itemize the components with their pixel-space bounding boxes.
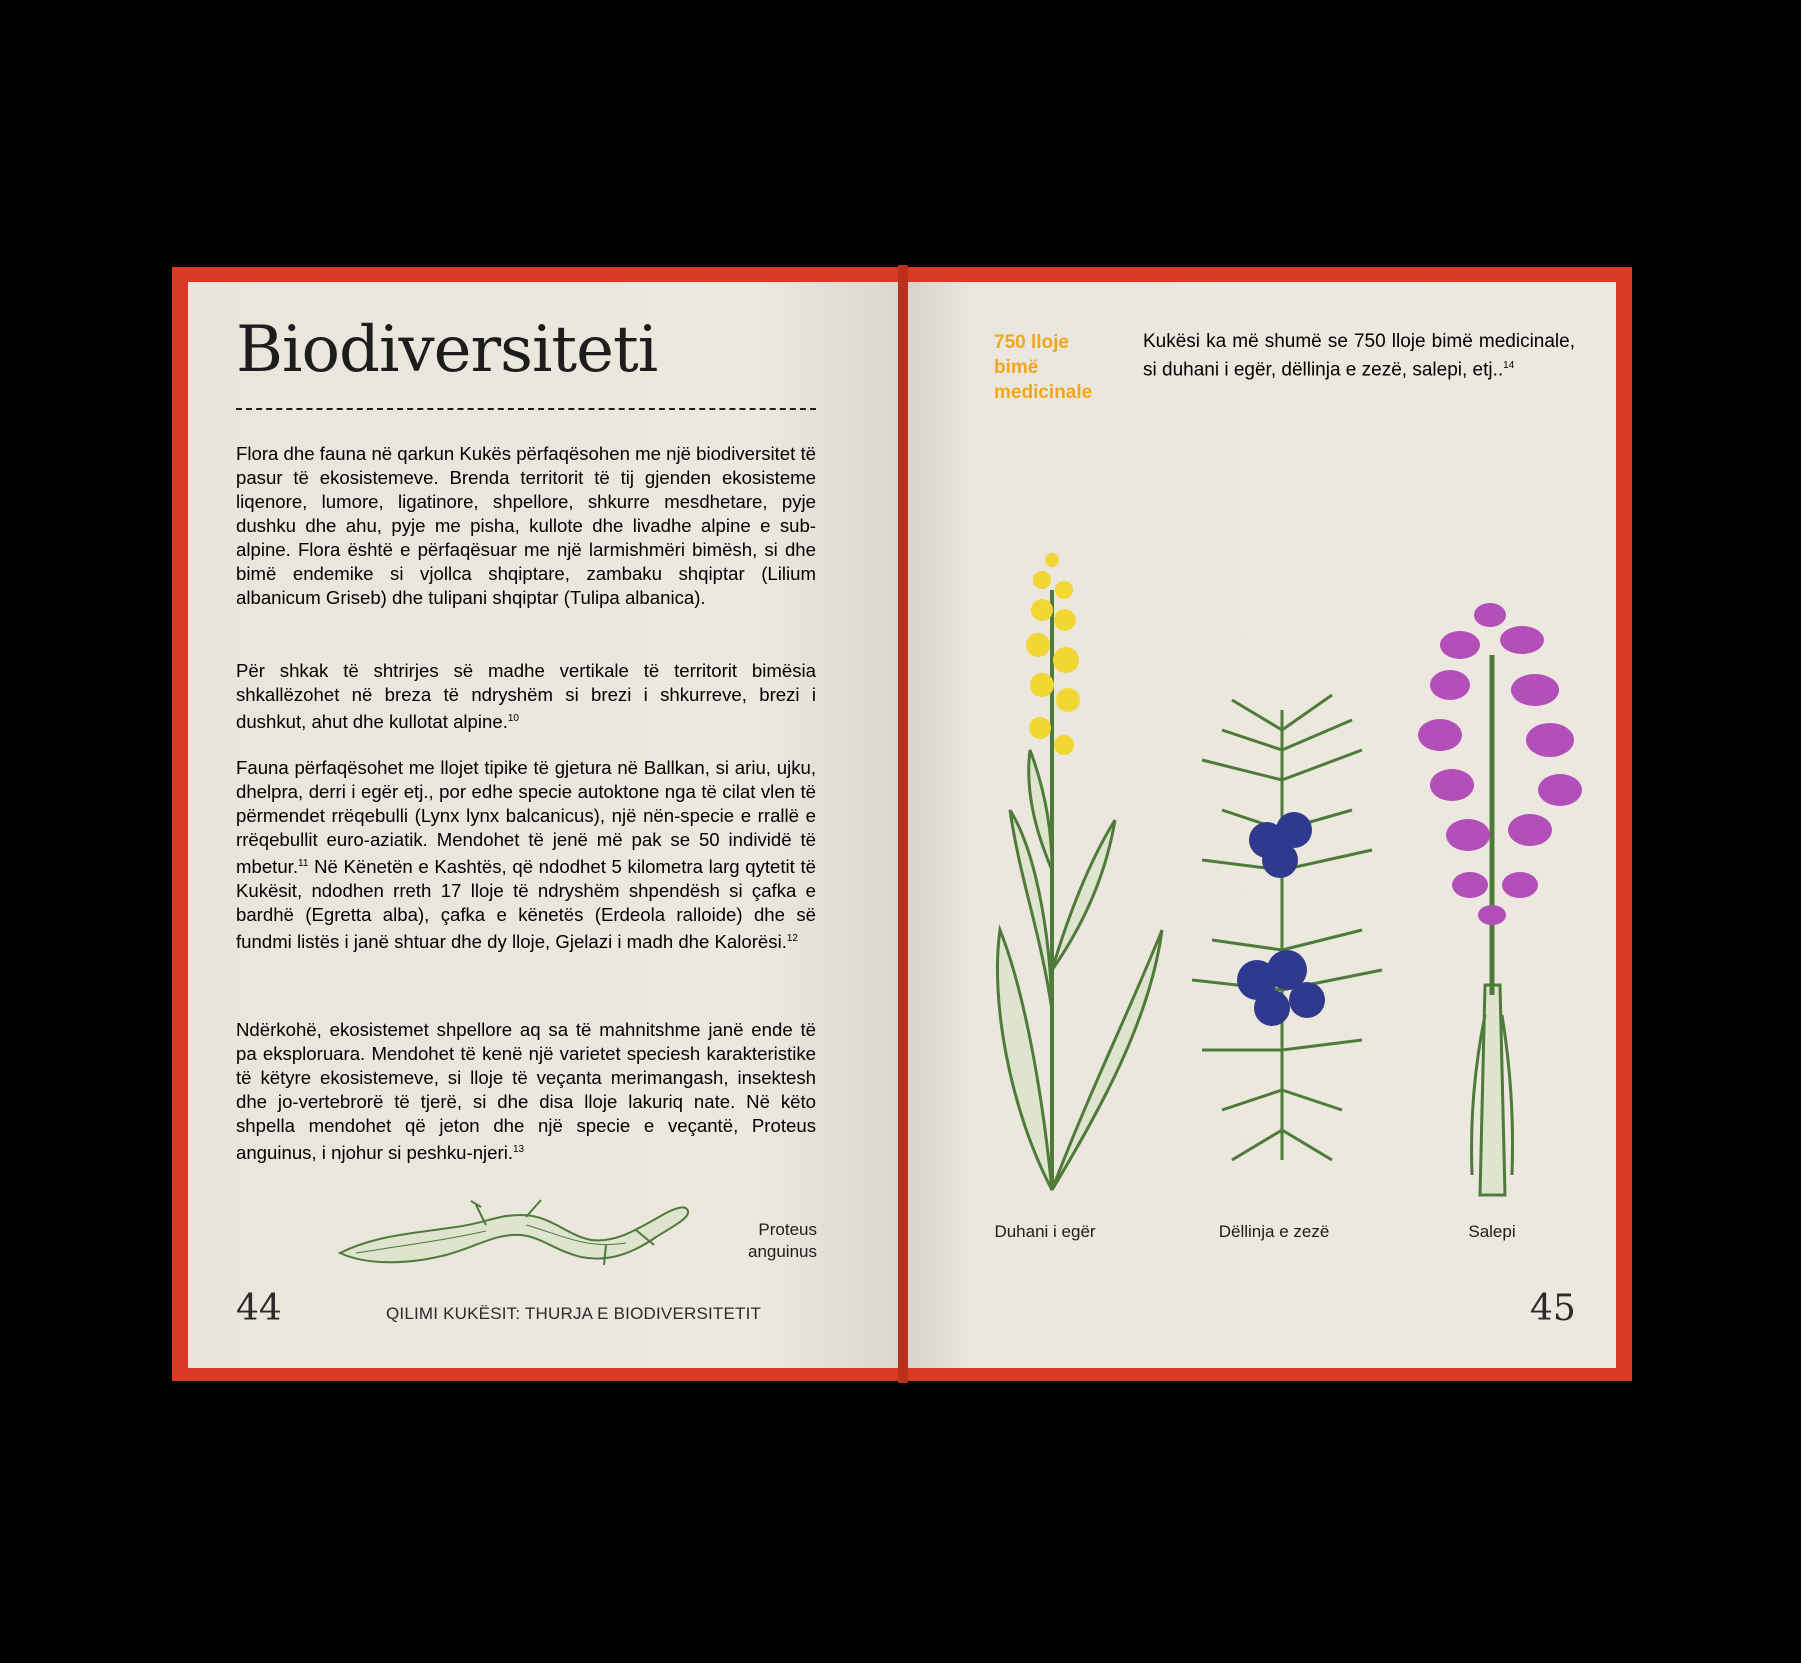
medicinal-plants-label: 750 lloje bimë medicinale (994, 332, 1093, 403)
paragraph-flora: Flora dhe fauna në qarkun Kukës përfaqësohen me një biodiversitet të pasur të ekosistemeve. Brenda territorit të tij gjenden ekosisteme liqenore, lumore, ligatinore, shpellore, shkurre mesdhetare, pyje dushku dhe ahu, pyje me pisha, kullote dhe livadhe alpine e sub-alpine. Flora është e përfaqësuar me një larmishmëri bimësh, si dhe bimë endemike si vjollca shqiptare, zambaku shqiptar (Lilium albanicum Griseb) dhe tulipani shqiptar (Tulipa albanica). (236, 443, 816, 608)
orchid-flowers (1418, 603, 1582, 925)
intro-text: Kukësi ka më shumë se 750 lloje bimë medicinale, si duhani i egër, dëllinja e zezë, salepi, etj..$^{14}$ (1143, 331, 1575, 381)
footnote-ref: 12 (786, 933, 798, 945)
running-title: QILIMI KUKËSIT: THURJA E BIODIVERSITETIT (386, 1304, 762, 1323)
proteus-caption: Proteus anguinus (747, 1220, 817, 1261)
footnote-ref: 11 (298, 858, 309, 869)
proteus-illustration (336, 1185, 696, 1275)
page-number-left: 44 (236, 1288, 282, 1329)
plant-caption-duhani: Duhani i egër (994, 1222, 1096, 1241)
duhani-illustration (980, 550, 1170, 1200)
book-spine (898, 265, 908, 1383)
plant-caption-dellinja: Dëllinja e zezë (1218, 1222, 1330, 1241)
plant-caption-salepi: Salepi (1468, 1222, 1516, 1241)
paragraph-caves: Ndërkohë, ekosistemet shpellore aq sa të mahnitshme janë ende të pa eksploruara. Mendohet të kenë një varietet speciesh karakteristike të këtyre ekosistemeve, si lloje të veçanta merimangash, insektesh dhe jo-vertebrorë të tjerë, si dhe disa lloje lakuriq nate. Në këto shpella mendohet që jeton dhe një specie e veçantë, Proteus anguinus, i njohur si peshku-njeri.$^{13}$ (236, 1019, 816, 1164)
footnote-ref: 10 (507, 713, 519, 724)
page-title: Biodiversiteti (236, 313, 658, 387)
paragraph-fauna: Fauna përfaqësohet me llojet tipike të gjetura në Ballkan, si ariu, ujku, dhelpra, derri i egër etj., por edhe specie autoktone nga të cilat vlen të përmendet rrëqebulli (Lynx lynx balcanicus), një nën-specie e rrallë e rrëqebullit euro-aziatik. Mendohet të jenë më pak se 50 individë të mbetur.$^{11}$ Në Kënetën e Kashtës, që ndodhet 5 kilometra larg qytetit të Kukësit, ndodhen rreth 17 lloje të ndryshëm shpendësh si çafka e bardhë (Egretta alba), çafka e kënetës (Erdeola ralloide) dhe së fundmi listës i janë shtuar dhe dy lloje, Gjelazi i madh dhe Kalorësi.$^{12}$ (236, 757, 816, 953)
salepi-illustration (1410, 595, 1600, 1205)
paragraph-vegetation: Për shkak të shtrirjes së madhe vertikale të territorit bimësia shkallëzohet në breza të ndryshëm si brezi i shkurreve, brezi i dushkut, ahut dhe kullotat alpine.$^{10}$ (236, 660, 816, 733)
dellinja-illustration (1162, 690, 1402, 1170)
page-number-right: 45 (1530, 1288, 1576, 1329)
footnote-ref: 13 (513, 1144, 525, 1155)
title-divider (236, 408, 816, 410)
